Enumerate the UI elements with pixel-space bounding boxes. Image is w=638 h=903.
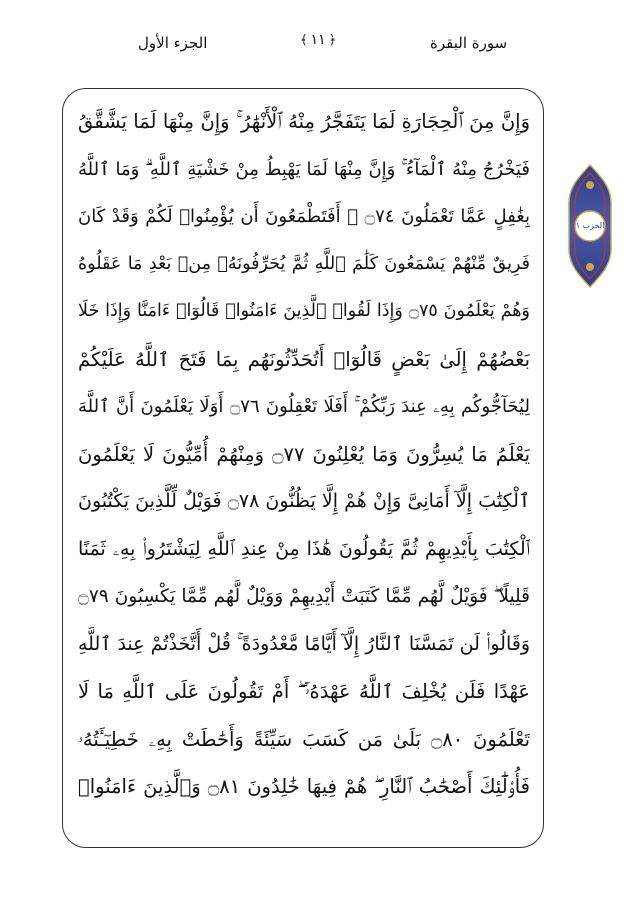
text-line: ٱلْكِتَٰبَ بِأَيْدِيهِمْ ثُمَّ يَقُولُونَ هَٰذَا مِنْ عِندِ ٱللَّهِ لِيَشْتَرُوا۟ بِهِۦ ثَمَنًا — [78, 537, 530, 560]
page-number-badge — [300, 32, 336, 48]
page-header — [0, 28, 638, 68]
page-number: ١١ — [310, 32, 326, 48]
text-line: وَإِنَّ مِنَ ٱلْحِجَارَةِ لَمَا يَتَفَجَّرُ مِنْهُ ٱلْأَنْهَٰرُ ۚ وَإِنَّ مِنْهَا لَمَا يَشَّقَّقُ — [78, 110, 530, 133]
juz-title: الجزء الأول — [138, 34, 208, 52]
ornament-right-icon: ﴾ — [300, 32, 308, 48]
text-line: فَرِيقٌ مِّنْهُمْ يَسْمَعُونَ كَلَٰمَ ٱللَّهِ ثُمَّ يُحَرِّفُونَهُۥ مِنۢ بَعْدِ مَا عَقَلُوهُ — [78, 253, 530, 274]
text-line: بِغَٰفِلٍ عَمَّا تَعْمَلُونَ ۝٧٤ ۞ أَفَتَطْمَعُونَ أَن يُؤْمِنُوا۟ لَكُمْ وَقَدْ كَانَ — [78, 206, 530, 227]
text-line: فَأُو۟لَٰٓئِكَ أَصْحَٰبُ ٱلنَّارِ ۖ هُمْ فِيهَا خَٰلِدُونَ ۝٨١ وَٱلَّذِينَ ءَامَنُوا۟ — [78, 775, 530, 798]
surah-title: سورة البقرة — [430, 34, 508, 52]
text-line: يَعْلَمُ مَا يُسِرُّونَ وَمَا يُعْلِنُونَ ۝٧٧ وَمِنْهُمْ أُمِّيُّونَ لَا يَعْلَمُونَ — [78, 442, 530, 466]
text-line: بَعْضُهُمْ إِلَىٰ بَعْضٍ قَالُوٓا۟ أَتُحَدِّثُونَهُم بِمَا فَتَحَ ٱللَّهُ عَلَيْكُمْ — [78, 347, 530, 371]
verse-text-block — [78, 98, 530, 811]
ornament-left-icon: ﴿ — [328, 32, 337, 48]
text-line: فَيَخْرُجُ مِنْهُ ٱلْمَآءُ ۚ وَإِنَّ مِنْهَا لَمَا يَهْبِطُ مِنْ خَشْيَةِ ٱللَّهِ ۗ وَمَا ٱللَّهُ — [78, 158, 530, 180]
text-line: ٱلْكِتَٰبَ إِلَّآ أَمَانِىَّ وَإِنْ هُمْ إِلَّا يَظُنُّونَ ۝٧٨ فَوَيْلٌ لِّلَّذِينَ يَكْتُبُونَ — [78, 490, 530, 512]
hizb-label: الحزب ١ — [575, 221, 605, 230]
text-line: وَهُمْ يَعْلَمُونَ ۝٧٥ وَإِذَا لَقُوا۟ ٱلَّذِينَ ءَامَنُوا۟ قَالُوٓا۟ ءَامَنَّا وَإِذَا خَلَا — [78, 301, 530, 321]
text-line: لِيُحَآجُّوكُم بِهِۦ عِندَ رَبِّكُمْ ۚ أَفَلَا تَعْقِلُونَ ۝٧٦ أَوَلَا يَعْلَمُونَ أَنَّ ٱللَّهَ — [78, 396, 530, 417]
text-line: عَهْدًا فَلَن يُخْلِفَ ٱللَّهُ عَهْدَهُۥٓ ۖ أَمْ تَقُولُونَ عَلَى ٱللَّهِ مَا لَا — [78, 680, 530, 703]
text-line: تَعْلَمُونَ ۝٨٠ بَلَىٰ مَن كَسَبَ سَيِّئَةً وَأَحَٰطَتْ بِهِۦ خَطِيٓـَٔتُهُۥ — [78, 727, 530, 751]
text-line: قَلِيلًا ۖ فَوَيْلٌ لَّهُم مِّمَّا كَتَبَتْ أَيْدِيهِمْ وَوَيْلٌ لَّهُم مِّمَّا يَكْسِبُونَ ۝٧٩ — [78, 586, 530, 607]
text-line: وَقَالُوا۟ لَن تَمَسَّنَا ٱلنَّارُ إِلَّآ أَيَّامًا مَّعْدُودَةً ۚ قُلْ أَتَّخَذْتُمْ عِندَ ٱللَّهِ — [78, 632, 530, 655]
